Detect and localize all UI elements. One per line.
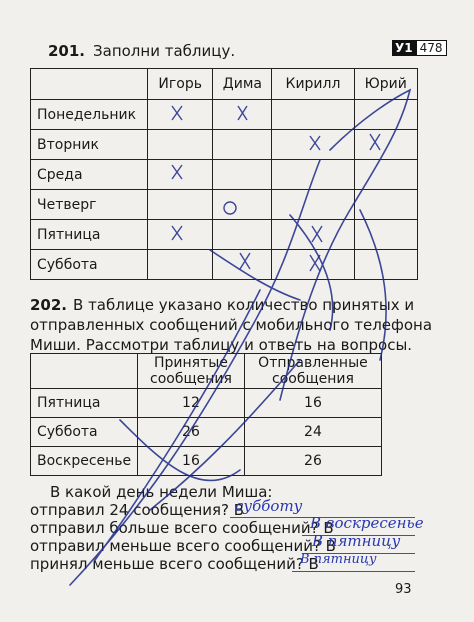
attendance-col-yuriy: Юрий — [354, 69, 417, 100]
messages-col-received: Принятые сообщения — [138, 354, 245, 389]
messages-header-row — [31, 354, 382, 389]
table-row — [31, 250, 418, 280]
question-text: принял меньше всего сообщений? В — [30, 555, 319, 573]
question-item — [30, 532, 401, 555]
mark-cell[interactable] — [272, 100, 354, 130]
task-201-heading — [48, 42, 235, 60]
attendance-header-row — [31, 69, 418, 100]
mark-cell[interactable] — [272, 250, 354, 280]
mark-cell[interactable] — [354, 220, 417, 250]
mark-cell[interactable] — [272, 130, 354, 160]
answer-line — [292, 571, 415, 572]
handwritten-answer[interactable]: В пятницу — [312, 532, 401, 550]
row-day-label: Понедельник — [31, 100, 148, 130]
table-row — [31, 389, 382, 418]
row-day-label: Среда — [31, 160, 148, 190]
question-text: отправил больше всего сообщений? В — [30, 519, 334, 537]
mark-cell[interactable] — [213, 100, 272, 130]
row-day-label: Суббота — [31, 418, 138, 447]
table-row — [31, 130, 418, 160]
task-201-number: 201. — [48, 42, 86, 60]
question-text: В какой день недели Миша: — [50, 483, 273, 501]
mark-cell[interactable] — [148, 160, 213, 190]
question-item — [30, 497, 336, 519]
mark-cell[interactable] — [148, 250, 213, 280]
table-row — [31, 100, 418, 130]
mark-cell[interactable] — [213, 130, 272, 160]
page-number: 93 — [395, 582, 412, 597]
row-day-label: Воскресенье — [31, 447, 138, 476]
mark-cell[interactable] — [272, 220, 354, 250]
messages-table — [30, 353, 382, 476]
mark-cell[interactable] — [354, 250, 417, 280]
handwritten-answer[interactable]: В пятницу — [300, 552, 377, 567]
row-day-label: Суббота — [31, 250, 148, 280]
question-text: отправил меньше всего сообщений? В — [30, 537, 336, 555]
mark-cell[interactable] — [148, 100, 213, 130]
task-202-description: В таблице указано количество принятых и отправленных сообщений с мобильного телефона Миши. Рассмотри таблицу и ответь на вопросы. — [30, 296, 433, 354]
sent-value: 24 — [244, 418, 381, 447]
row-day-label: Вторник — [31, 130, 148, 160]
table-row — [31, 418, 382, 447]
mark-cell[interactable] — [213, 220, 272, 250]
received-value: 12 — [138, 389, 245, 418]
mark-cell[interactable] — [148, 130, 213, 160]
table-row — [31, 220, 418, 250]
received-value: 26 — [138, 418, 245, 447]
row-day-label: Четверг — [31, 190, 148, 220]
table-row — [31, 447, 382, 476]
task-202-number: 202. — [30, 296, 68, 314]
received-value: 16 — [138, 447, 245, 476]
unit-number: 478 — [416, 40, 447, 56]
task-202-text — [30, 295, 435, 355]
mark-cell[interactable] — [354, 190, 417, 220]
mark-cell[interactable] — [272, 190, 354, 220]
messages-corner-cell — [31, 354, 138, 389]
mark-cell[interactable] — [213, 250, 272, 280]
attendance-col-igor: Игорь — [148, 69, 213, 100]
attendance-corner-cell — [31, 69, 148, 100]
mark-cell[interactable] — [213, 190, 272, 220]
question-text: отправил 24 сообщения? В — [30, 501, 245, 519]
unit-label: У1 — [392, 40, 416, 56]
sent-value: 26 — [244, 447, 381, 476]
mark-cell[interactable] — [354, 160, 417, 190]
mark-cell[interactable] — [148, 190, 213, 220]
messages-col-sent: Отправленные сообщения — [244, 354, 381, 389]
table-row — [31, 160, 418, 190]
handwritten-answer[interactable]: В воскресенье — [310, 514, 424, 532]
mark-cell[interactable] — [148, 220, 213, 250]
mark-cell[interactable] — [272, 160, 354, 190]
unit-badge — [392, 40, 447, 56]
row-day-label: Пятница — [31, 220, 148, 250]
row-day-label: Пятница — [31, 389, 138, 418]
mark-cell[interactable] — [354, 100, 417, 130]
attendance-col-dima: Дима — [213, 69, 272, 100]
question-item — [30, 514, 424, 537]
questions-block — [30, 483, 424, 573]
task-201-title: Заполни таблицу. — [93, 42, 236, 60]
handwritten-answer[interactable]: субботу — [235, 497, 303, 515]
attendance-col-kirill: Кирилл — [272, 69, 354, 100]
mark-cell[interactable] — [213, 160, 272, 190]
question-item — [30, 552, 377, 573]
mark-cell[interactable] — [354, 130, 417, 160]
sent-value: 16 — [244, 389, 381, 418]
table-row — [31, 190, 418, 220]
attendance-table — [30, 68, 418, 280]
